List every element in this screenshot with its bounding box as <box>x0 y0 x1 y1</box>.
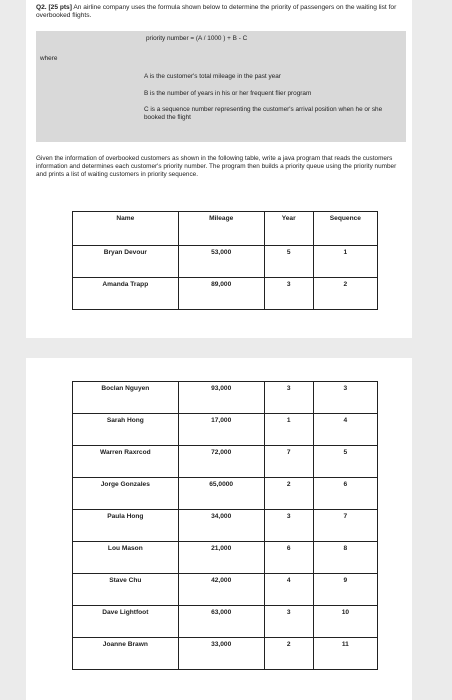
cell-name: Paula Hong <box>73 510 179 542</box>
cell-mileage: 72,000 <box>178 446 264 478</box>
cell-mileage: 63,000 <box>178 606 264 638</box>
cell-sequence: 6 <box>313 478 377 510</box>
customer-table-part-1 <box>72 211 378 310</box>
table-row <box>73 638 378 670</box>
table-row <box>73 542 378 574</box>
cell-sequence: 8 <box>313 542 377 574</box>
cell-sequence: 1 <box>313 246 377 278</box>
priority-formula: priority number = (A / 1000 ) + B - C <box>146 35 248 42</box>
table-row <box>73 246 378 278</box>
table-row <box>73 382 378 414</box>
cell-name: Lou Mason <box>73 542 179 574</box>
cell-mileage: 17,000 <box>178 414 264 446</box>
cell-year: 3 <box>264 278 313 310</box>
table-row <box>73 606 378 638</box>
table-row <box>73 510 378 542</box>
cell-name: Sarah Hong <box>73 414 179 446</box>
cell-mileage: 93,000 <box>178 382 264 414</box>
question-body: An airline company uses the formula shown below to determine the priority of passengers on the waiting list for overbooked flights. <box>36 4 397 20</box>
cell-year: 3 <box>264 510 313 542</box>
cell-year: 2 <box>264 638 313 670</box>
cell-sequence: 5 <box>313 446 377 478</box>
cell-sequence: 9 <box>313 574 377 606</box>
cell-mileage: 21,000 <box>178 542 264 574</box>
header-year: Year <box>264 212 313 246</box>
definition-b: B is the number of years in his or her frequent flier program <box>144 89 312 97</box>
table-row <box>73 478 378 510</box>
header-name: Name <box>73 212 179 246</box>
cell-year: 4 <box>264 574 313 606</box>
document-page-2 <box>26 358 412 700</box>
cell-name: Amanda Trapp <box>73 278 179 310</box>
cell-year: 3 <box>264 382 313 414</box>
cell-sequence: 10 <box>313 606 377 638</box>
cell-mileage: 53,000 <box>178 246 264 278</box>
cell-year: 5 <box>264 246 313 278</box>
variable-definitions <box>144 73 400 130</box>
question-label: Q2. [25 pts] <box>36 4 72 11</box>
table-header-row <box>73 212 378 246</box>
cell-name: Jorge Gonzales <box>73 478 179 510</box>
question-text <box>36 4 402 20</box>
header-sequence: Sequence <box>313 212 377 246</box>
table-row <box>73 446 378 478</box>
cell-name: Boclan Nguyen <box>73 382 179 414</box>
cell-year: 1 <box>264 414 313 446</box>
cell-name: Stave Chu <box>73 574 179 606</box>
customer-table-part-2 <box>72 381 378 670</box>
cell-name: Bryan Devour <box>73 246 179 278</box>
cell-sequence: 2 <box>313 278 377 310</box>
cell-sequence: 4 <box>313 414 377 446</box>
cell-sequence: 3 <box>313 382 377 414</box>
definition-c: C is a sequence number representing the customer's arrival position when he or she booked the flight <box>144 106 383 121</box>
cell-sequence: 7 <box>313 510 377 542</box>
cell-sequence: 11 <box>313 638 377 670</box>
cell-name: Joanne Brawn <box>73 638 179 670</box>
cell-name: Dave Lightfoot <box>73 606 179 638</box>
cell-mileage: 65,0000 <box>178 478 264 510</box>
cell-mileage: 89,000 <box>178 278 264 310</box>
table-row <box>73 414 378 446</box>
cell-mileage: 34,000 <box>178 510 264 542</box>
table-row <box>73 574 378 606</box>
cell-year: 3 <box>264 606 313 638</box>
task-description: Given the information of overbooked customers as shown in the following table, write a java program that reads the customers information and determines each customer's priority number. The program then builds a priority queue using the priority number and prints a list of waiting customers in priority sequence. <box>36 155 397 178</box>
cell-year: 2 <box>264 478 313 510</box>
cell-mileage: 42,000 <box>178 574 264 606</box>
definition-a: A is the customer's total mileage in the past year <box>144 73 281 80</box>
formula-box <box>36 31 406 142</box>
cell-name: Warren Raxrcod <box>73 446 179 478</box>
cell-year: 7 <box>264 446 313 478</box>
header-mileage: Mileage <box>178 212 264 246</box>
table-row <box>73 278 378 310</box>
document-page-1 <box>26 0 412 338</box>
cell-year: 6 <box>264 542 313 574</box>
where-label: where <box>40 55 58 62</box>
cell-mileage: 33,000 <box>178 638 264 670</box>
